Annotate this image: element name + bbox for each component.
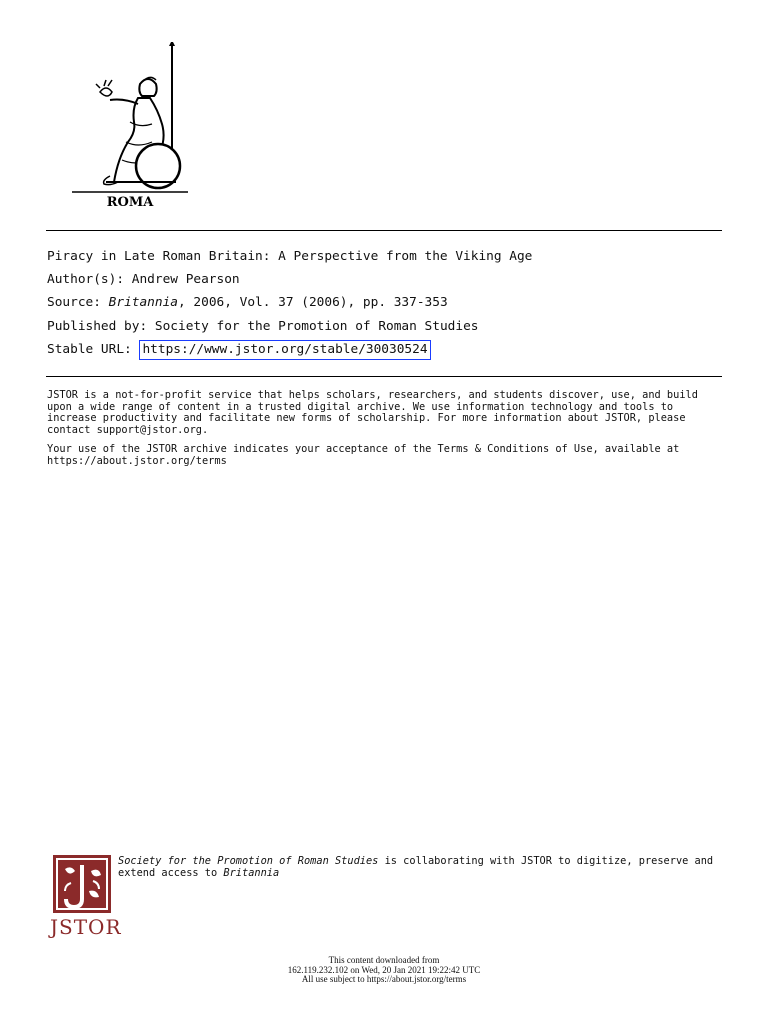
download-footer	[0, 956, 768, 985]
publisher-label: Published by:	[47, 318, 148, 334]
collaboration-text	[118, 855, 718, 879]
notice-paragraph-terms: Your use of the JSTOR archive indicates your acceptance of the Terms & Conditions of Use, available at https://about.jstor.org/terms	[47, 443, 680, 467]
jstor-notice	[47, 390, 722, 476]
collab-organization: Society for the Promotion of Roman Studies	[118, 855, 379, 867]
roma-figure-icon	[70, 42, 190, 214]
footer-line-2: 162.119.232.102 on Wed, 20 Jan 2021 19:22:42 UTC	[287, 964, 481, 975]
publisher-line	[47, 315, 722, 338]
jstor-logo	[50, 855, 122, 939]
collab-journal: Britannia	[223, 867, 280, 879]
footer-line-3: All use subject to https://about.jstor.org/terms	[301, 974, 467, 984]
authors-value: Andrew Pearson	[131, 272, 240, 288]
stable-url-line	[47, 338, 722, 361]
stable-url-link[interactable]: https://www.jstor.org/stable/30030524	[139, 340, 430, 360]
article-metadata	[47, 245, 722, 361]
source-details: , 2006, Vol. 37 (2006), pp. 337-353	[178, 295, 448, 311]
source-line	[47, 291, 722, 314]
authors-line	[47, 268, 722, 291]
collaboration-block	[47, 855, 722, 937]
publisher-value: Society for the Promotion of Roman Studies	[154, 318, 479, 334]
footer-line-1: This content downloaded from	[328, 955, 440, 965]
collab-statement: is collaborating with JSTOR to digitize, preserve and extend access to	[118, 855, 714, 879]
source-label: Source:	[47, 295, 101, 311]
jstor-wordmark: JSTOR	[50, 915, 122, 939]
notice-paragraph-about: JSTOR is a not-for-profit service that helps scholars, researchers, and students discover, use, and build upon a wide range of content in a trusted digital archive. We use information technology and tools to increase productivity and facilitate new forms of scholarship. For more information about JSTOR, please contact support@jstor.org.	[47, 389, 698, 436]
jstor-emblem-icon	[53, 855, 111, 913]
authors-label: Author(s):	[47, 272, 125, 288]
roma-logo	[70, 42, 190, 214]
stable-url-label: Stable URL:	[47, 341, 132, 357]
source-journal: Britannia	[108, 295, 178, 311]
top-divider	[46, 230, 722, 231]
roma-caption: ROMA	[106, 195, 154, 210]
article-title: Piracy in Late Roman Britain: A Perspective from the Viking Age	[47, 249, 533, 264]
middle-divider	[46, 376, 722, 377]
